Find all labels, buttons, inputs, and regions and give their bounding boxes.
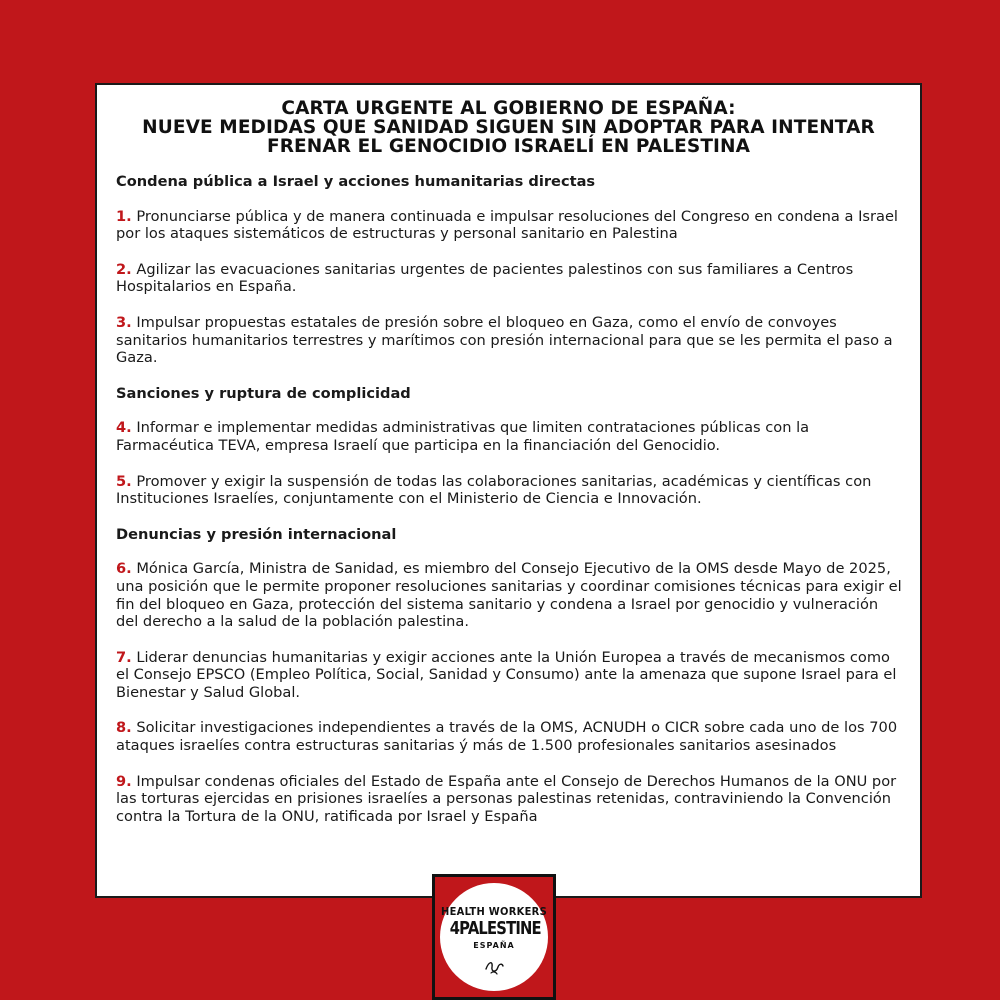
title-line-2: NUEVE MEDIDAS QUE SANIDAD SIGUEN SIN ADOPTAR PARA INTENTAR	[142, 117, 875, 138]
measure-number: 9.	[116, 772, 132, 790]
section-heading: Denuncias y presión internacional	[116, 525, 397, 543]
measure-item	[116, 560, 902, 630]
measure-item	[116, 773, 902, 826]
logo-text-espana: ESPAÑA	[473, 941, 515, 950]
measure-text: Agilizar las evacuaciones sanitarias urgentes de pacientes palestinos con sus familiares a Centros Hospitalarios en España.	[116, 260, 854, 296]
measure-number: 2.	[116, 260, 132, 278]
logo-circle	[440, 883, 548, 991]
measure-text: Impulsar propuestas estatales de presión sobre el bloqueo en Gaza, como el envío de convoyes sanitarios humanitarios terrestres y marítimos con presión internacional para que se les permita el paso a Gaza.	[116, 313, 893, 367]
logo-text-health-workers: HEALTH WORKERS	[441, 905, 547, 918]
measure-number: 7.	[116, 648, 132, 666]
health-workers-4-palestine-logo	[432, 874, 556, 1000]
measure-item	[116, 261, 902, 296]
measure-item	[116, 208, 902, 243]
measure-number: 4.	[116, 419, 132, 437]
measure-item	[116, 419, 902, 454]
logo-text-4palestine: 4PALESTINE	[449, 918, 541, 939]
measure-number: 6.	[116, 560, 132, 578]
measure-item	[116, 314, 902, 367]
measure-item	[116, 473, 902, 508]
logo-signature-icon	[482, 955, 506, 977]
measure-item	[116, 649, 902, 702]
measure-number: 1.	[116, 207, 132, 225]
measure-text: Informar e implementar medidas administrativas que limiten contrataciones públicas con la Farmacéutica TEVA, empresa Israelí que participa en la financiación del Genocidio.	[116, 419, 810, 454]
letter-card	[95, 83, 922, 898]
section-heading: Condena pública a Israel y acciones humanitarias directas	[116, 173, 596, 190]
page-title	[97, 99, 920, 156]
measure-number: 3.	[116, 313, 132, 331]
measure-text: Solicitar investigaciones independientes a través de la OMS, ACNUDH o CICR sobre cada uno de los 700 ataques israelíes contra estructuras sanitarias ý más de 1.500 profesionales sanitarios asesinados	[116, 719, 898, 755]
measure-text: Impulsar condenas oficiales del Estado de España ante el Consejo de Derechos Humanos de la ONU por las torturas ejercidas en prisiones israelíes a personas palestinas retenidas, contraviniendo la Convención contra la Tortura de la ONU, ratificada por Israel y España	[116, 772, 897, 825]
measure-text: Pronunciarse pública y de manera continuada e impulsar resoluciones del Congreso en condena a Israel por los ataques sistemáticos de estructuras y personal sanitario en Palestina	[116, 207, 898, 243]
title-line-3: FRENAR EL GENOCIDIO ISRAELÍ EN PALESTINA	[266, 136, 751, 157]
measure-text: Liderar denuncias humanitarias y exigir acciones ante la Unión Europea a través de mecanismos como el Consejo EPSCO (Empleo Política, Social, Sanidad y Consumo) ante la amenaza que supone Israel para el Bienestar y Salud Global.	[116, 648, 897, 701]
letter-content	[116, 173, 902, 825]
title-line-1: CARTA URGENTE AL GOBIERNO DE ESPAÑA:	[281, 98, 736, 119]
measure-number: 5.	[116, 472, 132, 490]
measure-item	[116, 719, 902, 754]
section-heading: Sanciones y ruptura de complicidad	[116, 384, 411, 402]
measure-text: Promover y exigir la suspensión de todas las colaboraciones sanitarias, académicas y científicas con Instituciones Israelíes, conjuntamente con el Ministerio de Ciencia e Innovación.	[116, 472, 872, 508]
measure-text: Mónica García, Ministra de Sanidad, es miembro del Consejo Ejecutivo de la OMS desde Mayo de 2025, una posición que le permite proponer resoluciones sanitarias y coordinar comisiones técnicas para exigir el fin del bloqueo en Gaza, protección del sistema sanitario y condena a Israel por genocidio y vulneración del derecho a la salud de la población palestina.	[116, 560, 902, 631]
measure-number: 8.	[116, 719, 132, 737]
